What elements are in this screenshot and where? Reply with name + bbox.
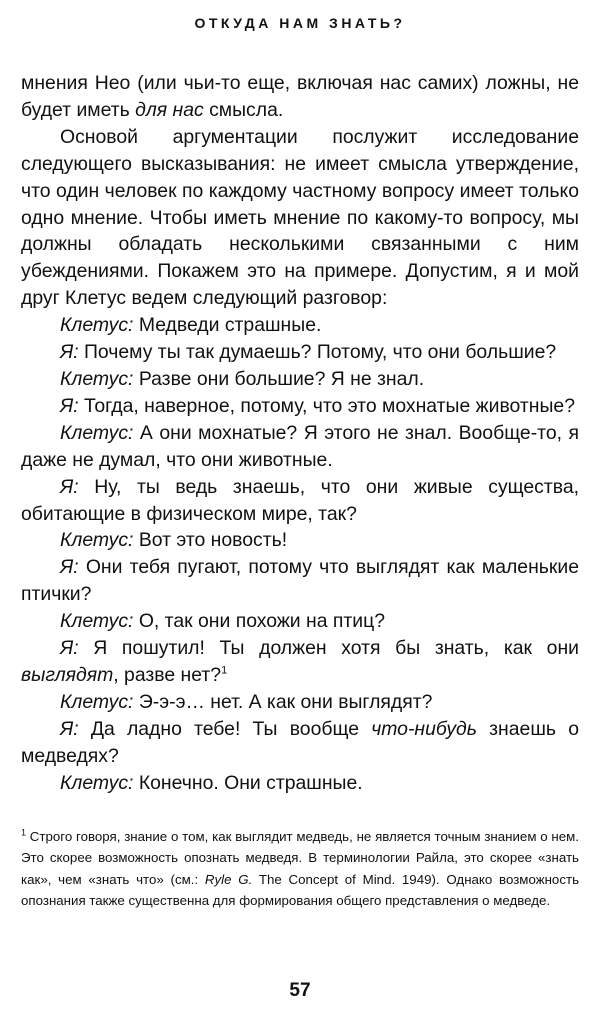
dialogue-text: Да ладно тебе! Ты вообще xyxy=(78,717,372,740)
speaker-name: Клетус: xyxy=(60,314,134,337)
dialogue-line xyxy=(21,635,579,689)
body-text xyxy=(21,70,579,796)
speaker-name: Я: xyxy=(60,637,79,660)
speaker-name: Клетус: xyxy=(60,771,134,794)
footnote-text: Строго говоря, знание о том, как выглядит медведь, не является точным знанием о нем. Это скорее возможность опознать медведя. В терминологии Райла, это скорее «знать как», чем «знать что» (см.: xyxy=(21,829,579,887)
dialogue-line xyxy=(21,474,579,528)
emphasis: выглядят xyxy=(21,663,114,686)
dialogue-line xyxy=(21,312,579,339)
footnote xyxy=(21,826,579,911)
dialogue-text: О, так они похожи на птиц? xyxy=(133,610,385,633)
dialogue-line xyxy=(21,716,579,770)
running-header: ОТКУДА НАМ ЗНАТЬ? xyxy=(194,15,406,31)
paragraph: Основой аргументации послужит исследование следующего высказывания: не имеет смысла утверждение, что один человек по каждому частному вопросу имеет только одно мнение. Чтобы иметь мнение по какому-то вопросу, мы должны обладать несколькими связанными с ним убеждениями. Покажем это на примере. Допустим, я и мой друг Клетус ведем следующий разговор: xyxy=(21,125,579,310)
dialogue-line xyxy=(21,339,579,366)
emphasis: для нас xyxy=(135,98,204,121)
emphasis: Ryle G. xyxy=(204,871,253,887)
text-run: мнения Нео (или чьи-то еще, включая нас самих) ложны, не будет иметь xyxy=(21,72,579,121)
speaker-name: Я: xyxy=(60,341,79,364)
speaker-name: Я: xyxy=(60,475,79,498)
dialogue-line xyxy=(21,420,579,474)
dialogue-text: А они мохнатые? Я этого не знал. Вообще-то, я даже не думал, что они животные. xyxy=(21,421,579,471)
dialogue-line xyxy=(21,608,579,635)
emphasis: что-нибудь xyxy=(371,717,477,740)
paragraph xyxy=(21,70,579,124)
footnote-marker: 1 xyxy=(21,827,27,838)
dialogue-text: Вот это новость! xyxy=(133,529,288,552)
footnote-reference[interactable]: 1 xyxy=(221,664,228,677)
footnote-text: The Concept of Mind. 1949). Однако возможность опознания также существенна для формирования общего представления о медведе. xyxy=(21,871,579,908)
speaker-name: Клетус: xyxy=(60,690,134,713)
dialogue-text: Разве они большие? Я не знал. xyxy=(133,367,425,390)
dialogue-line xyxy=(21,554,579,608)
page-number: 57 xyxy=(289,980,311,1001)
speaker-name: Клетус: xyxy=(60,529,134,552)
dialogue-text: Ну, ты ведь знаешь, что они живые существа, обитающие в физическом мире, так? xyxy=(21,475,579,525)
speaker-name: Клетус: xyxy=(60,610,134,633)
dialogue-line xyxy=(21,770,579,797)
dialogue-text: знаешь о медведях? xyxy=(21,717,579,767)
dialogue-text: Медведи страшные. xyxy=(133,314,322,337)
dialogue-text: Тогда, наверное, потому, что это мохнатые животные? xyxy=(78,394,575,417)
dialogue-text: Они тебя пугают, потому что выглядят как маленькие птички? xyxy=(21,556,579,606)
speaker-name: Я: xyxy=(60,394,79,417)
dialogue-text: Почему ты так думаешь? Потому, что они большие? xyxy=(78,341,557,364)
dialogue-line xyxy=(21,366,579,393)
speaker-name: Я: xyxy=(60,717,79,740)
text-run: смысла. xyxy=(203,98,284,121)
dialogue-line xyxy=(21,527,579,554)
dialogue-line xyxy=(21,689,579,716)
speaker-name: Я: xyxy=(60,556,79,579)
dialogue-text: , разве нет? xyxy=(113,663,222,686)
dialogue-text: Конечно. Они страшные. xyxy=(133,771,363,794)
speaker-name: Клетус: xyxy=(60,367,134,390)
speaker-name: Клетус: xyxy=(60,421,134,444)
dialogue-text: Я пошутил! Ты должен хотя бы знать, как они xyxy=(78,637,579,660)
dialogue-line xyxy=(21,393,579,420)
dialogue-text: Э-э-э… нет. А как они выглядят? xyxy=(133,690,433,713)
